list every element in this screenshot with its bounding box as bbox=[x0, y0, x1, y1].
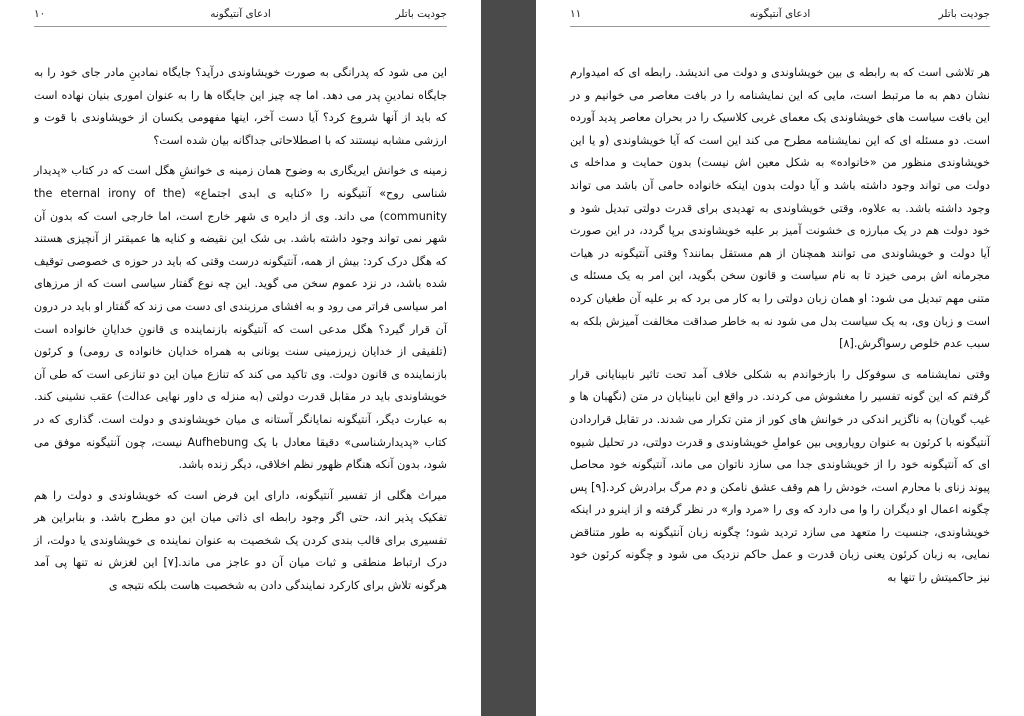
running-title: ادعای آنتیگونه bbox=[210, 8, 271, 20]
page-gutter bbox=[481, 0, 536, 716]
running-author: جودیت باتلر bbox=[938, 8, 990, 20]
page-body bbox=[34, 62, 447, 606]
page-number: ۱۰ bbox=[34, 8, 46, 20]
page-number: ۱۱ bbox=[570, 8, 582, 20]
header-rule bbox=[34, 26, 447, 27]
paragraph: زمینه ی خوانش ایریگاری به وضوح همان زمینه ی خوانشِ هگل است که در کتاب «پدیدار شناسی روح» آنتیگونه را «کنایه ی ابدی اجتماع» (the eternal irony of the community) می داند. وی از دایره ی شهر خارج است، اما خارجی است که بدون آن شهر نمی تواند وجود داشته باشد. بی شک این نقیضه و کنایه ها عمیقتر از آنچیزی هستند که هگل درک کرد: بیش از همه، آنتیگونه درست وقتی که باید در حوزه ی خصوصی توقیف شده باشد، در نزد عموم سخن می گوید. این چه نوع گفتار سیاسی است که از مرزهای امر سیاسی فراتر می رود و به افشای مرزبندی ای دست می زند که گفتار او باید در درون آن قرار گیرد؟ هگل مدعی است که آنتیگونه بازنماینده ی قانونِ خدایانِ خانواده است (تلفیقی از خدایان زیرزمینی سنت یونانی به همراه خدایان خانواده ی رومی) و کرئون بازنماینده ی قانون دولت. وی تاکید می کند که تنازع میان این دو تنازعی است که طی آن خویشاوندی باید در مقابل قدرت دولتی (به منزله ی داور نهایی عدالت) عقب نشینی کند. به عبارت دیگر، آنتیگونه نمایانگر آستانه ی میان خویشاوندی و دولت است. گذاری که در کتاب «پدیدارشناسی» دقیقا معادل با یک Aufhebung نیست، چون آنتیگونه موفق می شود، بدون آنکه هنگام ظهور نظم اخلاقی، دیگر زنده باشد. bbox=[34, 164, 447, 472]
header-rule bbox=[570, 26, 990, 27]
right-page bbox=[536, 0, 1024, 716]
page-body bbox=[570, 62, 990, 598]
paragraph: هر تلاشی است که به رابطه ی بین خویشاوندی و دولت می اندیشد. رابطه ای که امیدوارم نشان دهم به ما مرتبط است، مایی که این نمایشنامه را در بافت معاصر می خوانیم و در این بافت سیاست های خویشاوندی یک معمای غربی کلاسیک را در بحران معاصر پدید آورده است. دو مسئله ای که این نمایشنامه مطرح می کند این است که آیا خویشاوندی (و یا این خویشاوندی منظور من «خانواده» به شکل معین اش نیست) بدون حمایت و مداخله ی دولت می تواند وجود داشته باشد و آیا دولت بدون اینکه خانواده حامی آن باشد می تواند وجود داشته باشد. به علاوه، وقتی خویشاوندی به تهدیدی برای قدرت دولتی تبدیل شود و خود دولت هم در یک مبارزه ی خشونت آمیز بر علیه خویشاوندی برپا گردد، در این صورت آیا دولت و خویشاوندی می توانند همچنان از هم مستقل بمانند؟ وقتی آنتیگونه در هیات مجرمانه اش برمی خیزد تا به نام سیاست و قانون سخن بگوید، این امر به یک مسئله ی متنی مهم تبدیل می شود: او همان زبان دولتی را به کار می برد که بر علیه آن طغیان کرده است و زبان وی، به یک سیاست بدل می شود نه به خاطر صداقت مخالفت آمیزش بلکه به سبب عدم خلوص رسواگرش.[۸] bbox=[570, 66, 990, 351]
paragraph: وقتی نمایشنامه ی سوفوکل را بازخواندم به شکلی خلاف آمد تحت تاثیر نابینایانی قرار گرفتم که این گونه تفسیر را مغشوش می کردند. در واقع این نابینایان در متن (نگهبان ها و غیب گویان) به ناگزیر اندکی در خوانش های کور از متن تکرار می شدند. در تقابل قراردادن آنتیگونه با کرئون به عنوان رویارویی بین عواملِ خویشاوندی و قدرت دولتی، در تحلیل شیوه ای که آنتیگونه خود را از خویشاوندی جدا می سازد ناتوان می ماند، آنتیگونه خود محاصل پیوند زنای با محارم است، خودش را هم وقف عشق نامکن و دم مرگ برادرش کرد.[۹] پس چگونه اعمال او دیگران را وا می دارد که وی را «مرد وار» در نظر گرفته و از اینرو در اینکه خویشاوندی، جنسیت را متعهد می سازد تردید شود؛ چگونه زبان آنتیگونه به طور متناقض نمایی، به زبان کرئون یعنی زبان قدرت و عمل حاکم نزدیک می شود و چگونه کرئون خود نیز حاکمیتش را تنها به bbox=[570, 367, 990, 585]
paragraph: میراث هگلی از تفسیر آنتیگونه، دارای این فرض است که خویشاوندی و دولت را هم تفکیک پذیر اند، حتی اگر وجود رابطه ای ذاتی میان این دو مطرح باشد. و بنابراین هر تفسیری برای قالب بندی کردن یک شخصیت به عنوان نماینده ی خویشاوندی یا دولت، از درک ارتباط منطقی و ثبات میان آن دو عاجز می ماند.[۷] این لغزش نه تنها پی آمد هرگونه تلاش برای کارکرد نمایندگی دادن به شخصیت هاست بلکه نتیجه ی bbox=[34, 488, 447, 593]
left-page bbox=[0, 0, 481, 716]
running-author: جودیت باتلر bbox=[395, 8, 447, 20]
running-header bbox=[570, 8, 990, 26]
running-title: ادعای آنتیگونه bbox=[749, 8, 811, 20]
running-header bbox=[34, 8, 447, 26]
paragraph: این می شود که پدرانگی به صورت خویشاوندی درآید؟ جایگاه نمادینِ مادر جای خود را به جایگاه نمادینِ پدر می دهد. اما چه چیز این جایگاه ها را به عنوان اموری بنیان نهاده است که باید از آنها شروع کرد؟ آیا دست آخر، اینها مفهومی یکسان از خویشاوندی با قوت و ارزشی مشابه نیستند که با اصطلاحاتی جداگانه بیان شده است؟ bbox=[34, 66, 447, 147]
